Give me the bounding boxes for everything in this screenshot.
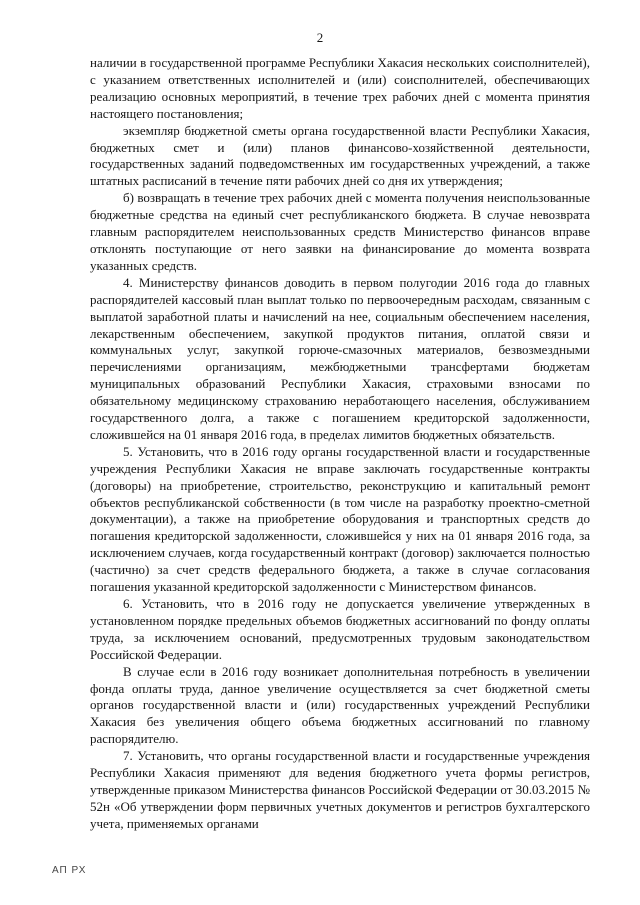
- document-body: [90, 55, 590, 833]
- paragraph-continuation: наличии в государственной программе Республики Хакасия нескольких соисполнителей), с указанием ответственных исполнителей и (или) соисполнителей, обеспечивающих реализацию основных мероприятий, в течение трех рабочих дней с момента принятия настоящего постановления;: [90, 55, 590, 121]
- paragraph-item-7: 7. Установить, что органы государственной власти и государственные учреждения Республики Хакасия применяют для ведения бюджетного учета формы регистров, утвержденные приказом Министерства финансов Российской Федерации от 30.03.2015 № 52н «Об утверждении форм первичных учетных документов и регистров бухгалтерского учета, применяемых органами: [90, 748, 590, 831]
- paragraph-payroll-increase: В случае если в 2016 году возникает дополнительная потребность в увеличении фонда оплаты труда, данное увеличение осуществляется за счет бюджетной сметы органов государственной власти и (или) государственных учреждений Республики Хакасия без увеличения общего объема бюджетных ассигнований по главному распорядителю.: [90, 663, 590, 747]
- paragraph-item-4: 4. Министерству финансов доводить в первом полугодии 2016 года до главных распорядителей кассовый план выплат только по первоочередным расходам, связанным с выплатой заработной платы и начислений на нее, социальным обеспечением населения, лекарственным обеспечением, закупкой продуктов питания, оплатой связи и коммунальных услуг, закупкой горюче-смазочных материалов, безвозмездными перечислениями организациям, межбюджетными трансфертами бюджетам муниципальных образований Республики Хакасия, страховыми взносами по обязательному медицинскому страхованию неработающего населения, обслуживанием государственного долга, а также с погашением кредиторской задолженности, сложившейся на 01 января 2016 года, в пределах лимитов бюджетных обязательств.: [90, 274, 590, 442]
- paragraph-item-6: 6. Установить, что в 2016 году не допускается увеличение утвержденных в установленном порядке предельных объемов бюджетных ассигнований по фонду оплаты труда, за исключением оснований, предусмотренных трудовым законодательством Российской Федерации.: [90, 596, 590, 662]
- footer-mark: АП РХ: [52, 865, 87, 876]
- page-number: 2: [316, 30, 324, 45]
- paragraph-item-5: 5. Установить, что в 2016 году органы государственной власти и государственные учреждения Республики Хакасия не вправе заключать государственные контракты (договоры) на приобретение, строительство, реконструкцию и капитальный ремонт объектов республиканской собственности (в том числе на разработку проектно-сметной документации), а также на приобретение оборудования и транспортных средств до погашения кредиторской задолженности, сложившейся у них на 01 января 2016 года, за исключением случаев, когда государственный контракт (договор) заключается полностью (частично) за счет средств федерального бюджета, а также в случае согласования погашения указанной кредиторской задолженности с Министерством финансов.: [90, 443, 590, 595]
- paragraph-return-funds: б) возвращать в течение трех рабочих дней с момента получения неиспользованные бюджетные средства на единый счет республиканского бюджета. В случае невозврата главным распорядителем неиспользованных средств Министерство финансов вправе отклонять поступающие от него заявки на финансирование до момента возврата указанных средств.: [90, 190, 590, 273]
- paragraph-budget-estimate: экземпляр бюджетной сметы органа государственной власти Республики Хакасия, бюджетных смет и (или) планов финансово-хозяйственной деятельности, государственных заданий подведомственных им государственных учреждений, а также штатных расписаний в течение пяти рабочих дней со дня их утверждения;: [90, 122, 590, 189]
